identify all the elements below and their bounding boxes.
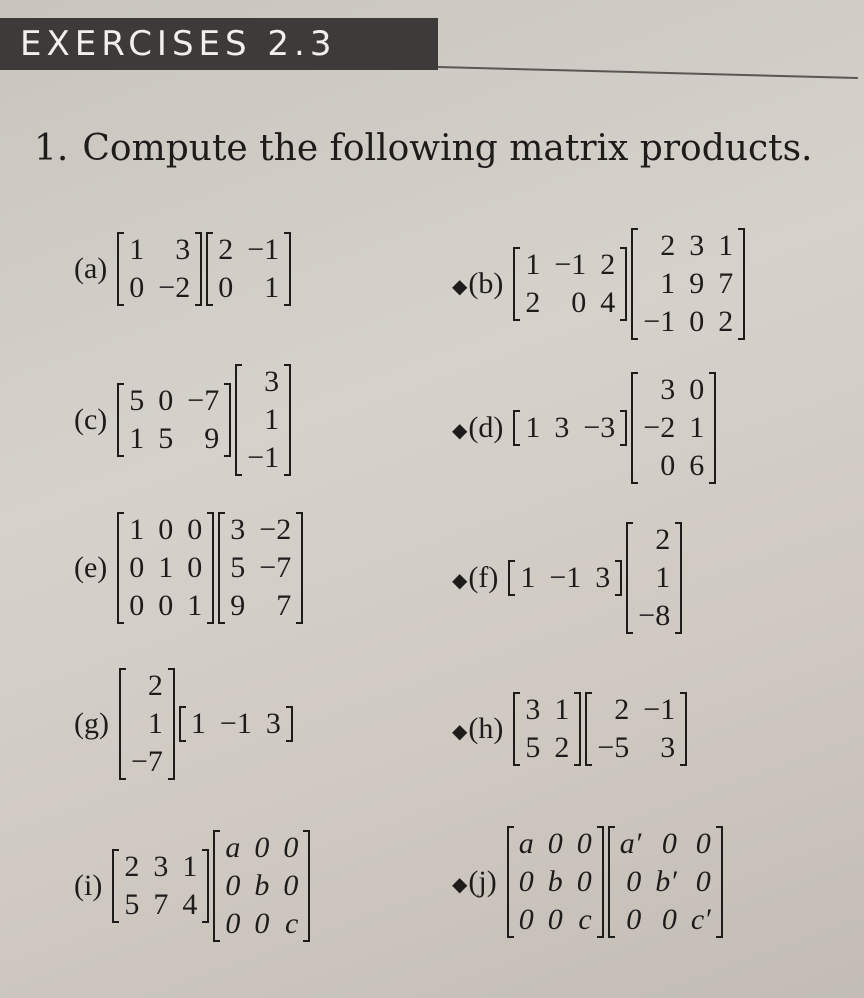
matrix (117, 232, 202, 306)
exercise-label-text: (i) (74, 869, 103, 902)
exercise-label (74, 403, 107, 437)
matrix-entry: 4 (182, 888, 198, 921)
matrix-entry: 5 (525, 731, 541, 764)
matrix-entry: 1 (129, 513, 145, 546)
matrix-entry: 0 (626, 903, 642, 936)
matrix (206, 232, 291, 306)
exercise-label (74, 551, 107, 585)
matrix (513, 410, 627, 446)
exercise-label (74, 707, 109, 741)
matrix-entry: 1 (655, 561, 671, 594)
exercise-f (452, 522, 684, 634)
matrix-entry: 7 (153, 888, 169, 921)
matrix-entry: −5 (597, 731, 630, 764)
matrix-entry: 1 (147, 707, 163, 740)
matrix (213, 830, 310, 942)
matrix-entry: 3 (554, 411, 570, 444)
exercise-i (74, 830, 312, 942)
matrix-entry: 5 (230, 551, 246, 584)
matrix (508, 560, 622, 596)
matrix-entry: 2 (147, 669, 163, 702)
matrix-entry: −7 (187, 384, 220, 417)
exercise-label-text: (c) (74, 403, 108, 436)
matrix-entry: 0 (158, 513, 174, 546)
exercise-label (452, 561, 498, 595)
matrix-entry: 0 (547, 827, 563, 860)
matrix-entry: −7 (259, 551, 292, 584)
matrix (119, 668, 175, 780)
matrix-entry: 0 (187, 551, 203, 584)
matrix-entry: 1 (190, 707, 206, 740)
exercise-label-text: (g) (74, 707, 109, 740)
matrix-entry: 0 (254, 907, 270, 940)
exercise-label-text: (j) (468, 865, 497, 898)
matrix-entry: −1 (247, 233, 280, 266)
matrix-entry: 3 (230, 513, 246, 546)
diamond-icon: ◆ (452, 874, 468, 896)
matrix-entry: 0 (571, 286, 587, 319)
matrix-entry: 0 (187, 513, 203, 546)
diamond-icon: ◆ (452, 276, 468, 298)
matrix-entry: 1 (158, 551, 174, 584)
matrix-entry: 2 (525, 286, 541, 319)
matrix-entry: 2 (554, 731, 570, 764)
matrix (585, 692, 687, 766)
matrix-entry: 1 (182, 850, 198, 883)
problem-text: Compute the following matrix products. (82, 128, 813, 169)
matrix (507, 826, 604, 938)
matrix-entry: 3 (525, 693, 541, 726)
matrix-entry: b (547, 865, 563, 898)
matrix (235, 364, 291, 476)
exercise-g (74, 668, 295, 780)
matrix-entry: 1 (554, 693, 570, 726)
matrix-entry: 3 (660, 731, 676, 764)
matrix-entry: 0 (547, 903, 563, 936)
matrix-entry: −1 (549, 561, 582, 594)
matrix-entry: 9 (230, 589, 246, 622)
matrix-entry: 2 (718, 305, 734, 338)
exercise-label-text: (e) (74, 551, 108, 584)
matrix-entry: 3 (175, 233, 191, 266)
matrix-entry: 0 (518, 865, 534, 898)
problem-statement (34, 128, 813, 169)
matrix-entry: 3 (595, 561, 611, 594)
matrix-entry: 2 (218, 233, 234, 266)
matrix-entry: 0 (689, 373, 705, 406)
matrix-entry: b′ (655, 865, 677, 898)
matrix-entry: 0 (695, 865, 711, 898)
matrix-entry: 2 (124, 850, 140, 883)
matrix (608, 826, 723, 938)
matrix-entry: 1 (129, 233, 145, 266)
matrix (513, 692, 581, 766)
exercise-d (452, 372, 718, 484)
matrix-entry: 0 (129, 271, 145, 304)
matrix-entry: 1 (264, 403, 280, 436)
diamond-icon: ◆ (452, 570, 468, 592)
matrix-entry: c′ (690, 903, 711, 936)
matrix-entry: −2 (158, 271, 191, 304)
matrix (218, 512, 303, 624)
matrix-entry: c (285, 907, 299, 940)
matrix-entry: 3 (153, 850, 169, 883)
matrix-entry: c (578, 903, 592, 936)
exercise-label (452, 267, 503, 301)
matrix-entry: 1 (718, 229, 734, 262)
exercise-label (452, 712, 503, 746)
matrix (117, 383, 231, 457)
matrix-entry: 2 (660, 229, 676, 262)
matrix-entry: 0 (129, 589, 145, 622)
matrix-entry: 1 (264, 271, 280, 304)
diamond-icon: ◆ (452, 420, 468, 442)
exercise-label-text: (f) (468, 561, 499, 594)
matrix-entry: 0 (518, 903, 534, 936)
matrix-entry: 9 (689, 267, 705, 300)
matrix-entry: 5 (124, 888, 140, 921)
matrix-entry: 0 (576, 865, 592, 898)
matrix-entry: 1 (187, 589, 203, 622)
matrix-entry: 0 (576, 827, 592, 860)
matrix-entry: 3 (660, 373, 676, 406)
matrix-entry: a′ (619, 827, 642, 860)
matrix-entry: 1 (525, 411, 541, 444)
header-rule (438, 66, 858, 79)
matrix-entry: 1 (525, 248, 541, 281)
exercise-label-text: (a) (74, 252, 108, 285)
exercise-label-text: (d) (468, 411, 504, 444)
matrix-entry: 6 (689, 449, 705, 482)
exercise-label (74, 869, 102, 903)
matrix-entry: 1 (689, 411, 705, 444)
matrix (513, 247, 627, 321)
matrix-entry: 1 (660, 267, 676, 300)
matrix-entry: 7 (276, 589, 292, 622)
matrix-entry: a (518, 827, 534, 860)
exercise-c (74, 364, 293, 476)
matrix-entry: 0 (158, 589, 174, 622)
matrix-entry: 0 (626, 865, 642, 898)
exercise-label (452, 411, 503, 445)
matrix-entry: −1 (554, 248, 587, 281)
exercise-label (452, 865, 497, 899)
matrix (179, 706, 293, 742)
matrix-entry: 5 (129, 384, 145, 417)
matrix (631, 228, 745, 340)
matrix-entry: −7 (130, 745, 163, 778)
matrix-entry: −1 (643, 305, 676, 338)
matrix-entry: 9 (204, 422, 220, 455)
matrix-entry: 0 (283, 831, 299, 864)
matrix-entry: 0 (129, 551, 145, 584)
diamond-icon: ◆ (452, 721, 468, 743)
matrix-entry: 0 (661, 827, 677, 860)
matrix-entry: 3 (265, 707, 281, 740)
exercise-j (452, 826, 725, 938)
matrix-entry: 0 (283, 869, 299, 902)
matrix-entry: −3 (583, 411, 616, 444)
matrix-entry: 1 (520, 561, 536, 594)
matrix-entry: 0 (254, 831, 270, 864)
matrix-entry: 0 (689, 305, 705, 338)
matrix-entry: 0 (661, 903, 677, 936)
matrix-entry: 0 (218, 271, 234, 304)
exercise-label-text: (b) (468, 267, 504, 300)
matrix-entry: 4 (600, 286, 616, 319)
matrix-entry: 7 (718, 267, 734, 300)
section-banner (0, 18, 438, 70)
matrix-entry: 0 (158, 384, 174, 417)
problem-number: 1. (34, 128, 69, 169)
matrix-entry: 0 (225, 869, 241, 902)
matrix-entry: −8 (638, 599, 671, 632)
matrix-entry: 0 (660, 449, 676, 482)
matrix-entry: −1 (643, 693, 676, 726)
matrix (112, 849, 209, 923)
matrix-entry: −2 (259, 513, 292, 546)
matrix (626, 522, 682, 634)
matrix-entry: 0 (695, 827, 711, 860)
exercise-label-text: (h) (468, 712, 504, 745)
matrix-entry: b (254, 869, 270, 902)
matrix-entry: 2 (614, 693, 630, 726)
matrix-entry: 3 (264, 365, 280, 398)
matrix-entry: 1 (129, 422, 145, 455)
matrix-entry: −1 (247, 441, 280, 474)
exercise-a (74, 232, 293, 306)
matrix-entry: 5 (158, 422, 174, 455)
matrix-entry: 0 (225, 907, 241, 940)
matrix (631, 372, 716, 484)
matrix-entry: a (225, 831, 241, 864)
matrix-entry: 3 (689, 229, 705, 262)
matrix-entry: 2 (655, 523, 671, 556)
exercise-e (74, 512, 305, 624)
exercise-h (452, 692, 689, 766)
matrix-entry: −2 (643, 411, 676, 444)
exercise-b (452, 228, 747, 340)
matrix (117, 512, 214, 624)
matrix-entry: −1 (219, 707, 252, 740)
matrix-entry: 2 (600, 248, 616, 281)
section-title: EXERCISES 2.3 (20, 24, 337, 64)
exercise-label (74, 252, 107, 286)
